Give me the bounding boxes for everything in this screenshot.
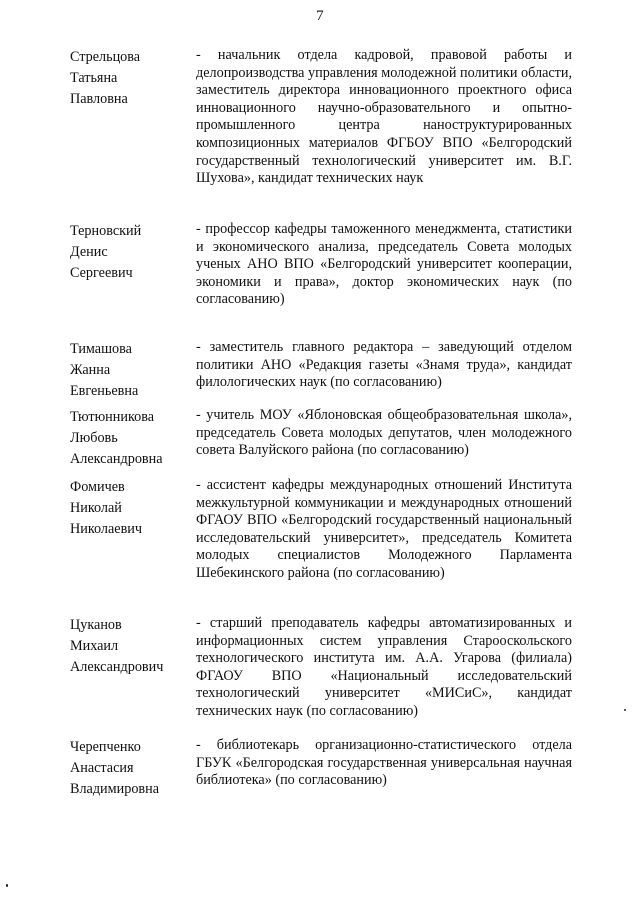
- member-last-name: Черепченко: [70, 739, 141, 755]
- member-last-name: Тютюнникова: [70, 409, 155, 425]
- member-name: [70, 47, 190, 110]
- member-description: - профессор кафедры таможенного менеджмента, статистики и экономического анализа, председатель Совета молодых ученых АНО ВПО «Белгородский университет кооперации, экономики и права», доктор экономических наук (по согласованию): [196, 221, 572, 308]
- member-name: [70, 737, 190, 800]
- page-number: 7: [316, 8, 324, 24]
- member-first-name: Николай: [70, 500, 122, 516]
- member-description: - начальник отдела кадровой, правовой работы и делопроизводства управления молодежной политики области, заместитель директора инновационного проектного офиса инновационного научно-образовательного и опытно-промышленного центра наноструктурированных композиционных материалов ФГБОУ ВПО «Белгородский государственный технологический университет им. В.Г. Шухова», кандидат технических наук: [196, 47, 573, 187]
- member-name: [70, 339, 190, 402]
- member-description: - заместитель главного редактора – заведующий отделом политики АНО «Редакция газеты «Знамя труда», кандидат филологических наук (по согласованию): [196, 339, 572, 391]
- member-patronymic: Павловна: [70, 91, 128, 107]
- member-patronymic: Евгеньевна: [70, 383, 139, 399]
- member-last-name: Стрельцова: [70, 49, 141, 65]
- scan-speck: [624, 709, 626, 711]
- member-last-name: Терновский: [70, 223, 142, 239]
- member-description: - библиотекарь организационно-статистического отдела ГБУК «Белгородская государственная универсальная научная библиотека» (по согласованию): [196, 737, 572, 789]
- member-description: - учитель МОУ «Яблоновская общеобразовательная школа», председатель Совета молодых депутатов, член молодежного совета Валуйского района (по согласованию): [196, 407, 572, 459]
- member-patronymic: Сергеевич: [70, 265, 133, 281]
- member-patronymic: Николаевич: [70, 521, 143, 537]
- member-last-name: Тимашова: [70, 341, 132, 357]
- member-patronymic: Владимировна: [70, 781, 159, 797]
- scan-speck: [6, 884, 8, 887]
- member-first-name: Любовь: [70, 430, 118, 446]
- member-last-name: Фомичев: [70, 479, 125, 495]
- member-first-name: Жанна: [70, 362, 111, 378]
- member-description: - старший преподаватель кафедры автоматизированных и информационных систем управления Старооскольского технологического института им. А.А. Угарова (филиала) ФГАОУ ВПО «Национальный исследовательский технологический университет «МИСиС», кандидат технических наук (по согласованию): [196, 615, 572, 719]
- member-first-name: Михаил: [70, 638, 119, 654]
- member-name: [70, 221, 190, 284]
- member-description: - ассистент кафедры международных отношений Института межкультурной коммуникации и международных отношений ФГАОУ ВПО «Белгородский государственный национальный исследовательский университет», председатель Комитета молодых специалистов Молодежного Парламента Шебекинского района (по согласованию): [196, 477, 572, 581]
- member-first-name: Татьяна: [70, 70, 118, 86]
- member-name: [70, 407, 190, 470]
- member-first-name: Денис: [70, 244, 108, 260]
- member-name: [70, 615, 190, 678]
- member-patronymic: Александрович: [70, 659, 164, 675]
- member-patronymic: Александровна: [70, 451, 163, 467]
- member-last-name: Цуканов: [70, 617, 122, 633]
- member-name: [70, 477, 190, 540]
- member-first-name: Анастасия: [70, 760, 134, 776]
